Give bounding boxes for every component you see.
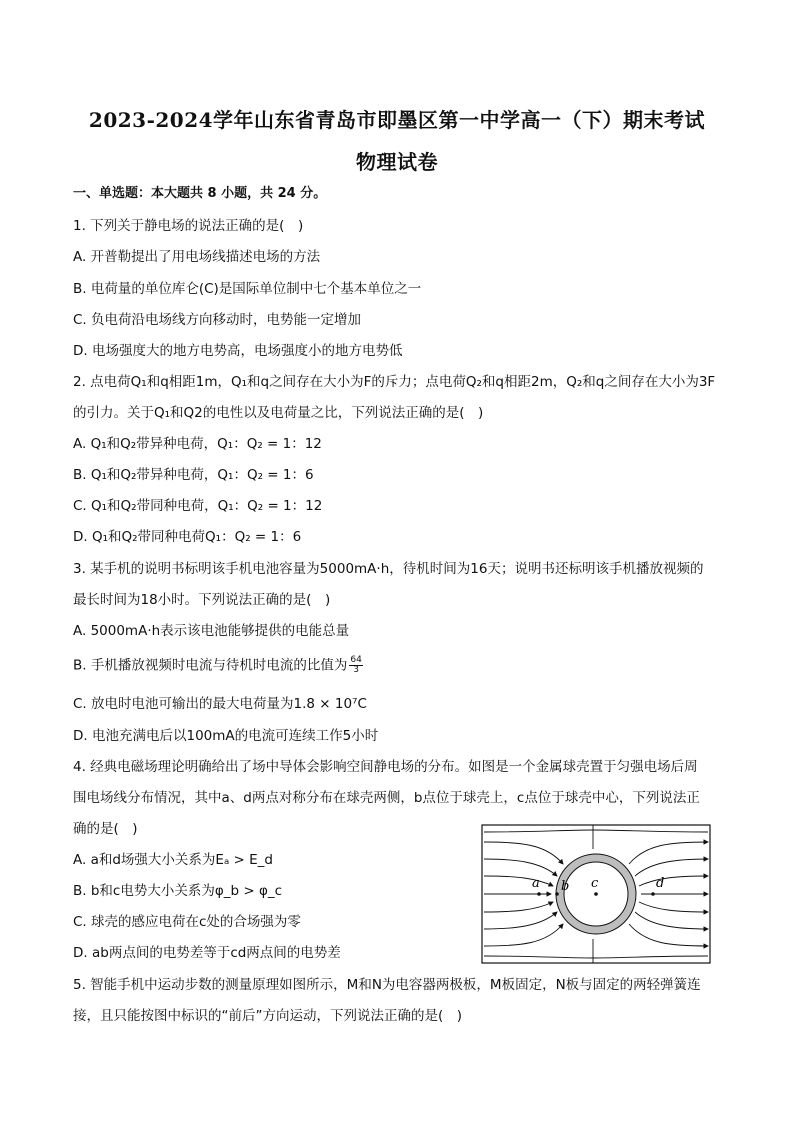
q3-option-b: [73, 656, 363, 675]
label-a: a: [532, 876, 540, 891]
q5-stem-line2: 接，且只能按图中标识的“前后”方向运动，下列说法正确的是( ): [73, 1008, 463, 1024]
label-c: c: [591, 876, 599, 891]
q1-option-d: D. 电场强度大的地方电势高，电场强度小的地方电势低: [73, 343, 403, 359]
q1-option-a: A. 开普勒提出了用电场线描述电场的方法: [73, 249, 321, 265]
fraction: [349, 656, 362, 675]
q2-option-b: B. Q₁和Q₂带异种电荷，Q₁：Q₂ = 1：6: [73, 467, 314, 483]
fraction-numerator: 64: [350, 655, 362, 665]
page-title: 2023-2024学年山东省青岛市即墨区第一中学高一（下）期末考试: [88, 108, 706, 132]
q2-option-a: A. Q₁和Q₂带异种电荷，Q₁：Q₂ = 1：12: [73, 436, 322, 452]
q4-option-d: D. ab两点间的电势差等于cd两点间的电势差: [73, 945, 341, 961]
section-heading: 一、单选题：本大题共 8 小题，共 24 分。: [73, 186, 327, 201]
q4-option-a: A. a和d场强大小关系为Eₐ > E_d: [73, 852, 273, 868]
q2-option-c: C. Q₁和Q₂带同种电荷，Q₁：Q₂ = 1：12: [73, 498, 323, 514]
label-b: b: [561, 879, 570, 894]
q3-stem-line2: 最长时间为18小时。下列说法正确的是( ): [73, 592, 331, 608]
q2-stem-line2: 的引力。关于Q₁和Q2的电性以及电荷量之比，下列说法正确的是( ): [73, 405, 484, 421]
q2-stem-line1: 2. 点电荷Q₁和q相距1m，Q₁和q之间存在大小为F的斥力；点电荷Q₂和q相距2m，Q₂和q之间存在大小为3F: [73, 374, 716, 390]
q2-option-d: D. Q₁和Q₂带同种电荷Q₁：Q₂ = 1：6: [73, 529, 302, 545]
q1-stem: 1. 下列关于静电场的说法正确的是( ): [73, 218, 304, 234]
q4-option-b: B. b和c电势大小关系为φ_b > φ_c: [73, 883, 283, 899]
q1-option-c: C. 负电荷沿电场线方向移动时，电势能一定增加: [73, 312, 362, 328]
q4-option-c: C. 球壳的感应电荷在c处的合场强为零: [73, 914, 301, 930]
q3-option-c: C. 放电时电池可输出的最大电荷量为1.8 × 10⁷C: [73, 696, 367, 712]
q3-stem-line1: 3. 某手机的说明书标明该手机电池容量为5000mA·h，待机时间为16天；说明书还标明该手机播放视频的: [73, 561, 704, 577]
q4-stem-line1: 4. 经典电磁场理论明确给出了场中导体会影响空间静电场的分布。如图是一个金属球壳置于匀强电场后周: [73, 759, 698, 775]
q4-stem-line2: 围电场线分布情况，其中a、d两点对称分布在球壳两侧，b点位于球壳上，c点位于球壳中心，下列说法正: [73, 790, 700, 806]
point-a: [537, 892, 541, 896]
page-subtitle: 物理试卷: [356, 150, 438, 174]
q3-option-b-text: B. 手机播放视频时电流与待机时电流的比值为: [73, 657, 348, 674]
point-d: [651, 892, 655, 896]
q3-option-a: A. 5000mA·h表示该电池能够提供的电能总量: [73, 623, 350, 639]
q1-option-b: B. 电荷量的单位库仑(C)是国际单位制中七个基本单位之一: [73, 281, 422, 297]
q5-stem-line1: 5. 智能手机中运动步数的测量原理如图所示，M和N为电容器两极板，M板固定，N板与固定的两轻弹簧连: [73, 977, 701, 993]
fraction-denominator: 3: [353, 665, 359, 675]
point-c: [594, 892, 598, 896]
point-b: [555, 892, 559, 896]
q3-option-d: D. 电池充满电后以100mA的电流可连续工作5小时: [73, 728, 379, 744]
q4-stem-line3: 确的是( ): [73, 821, 138, 837]
label-d: d: [656, 876, 665, 891]
electric-field-figure: [481, 824, 711, 964]
